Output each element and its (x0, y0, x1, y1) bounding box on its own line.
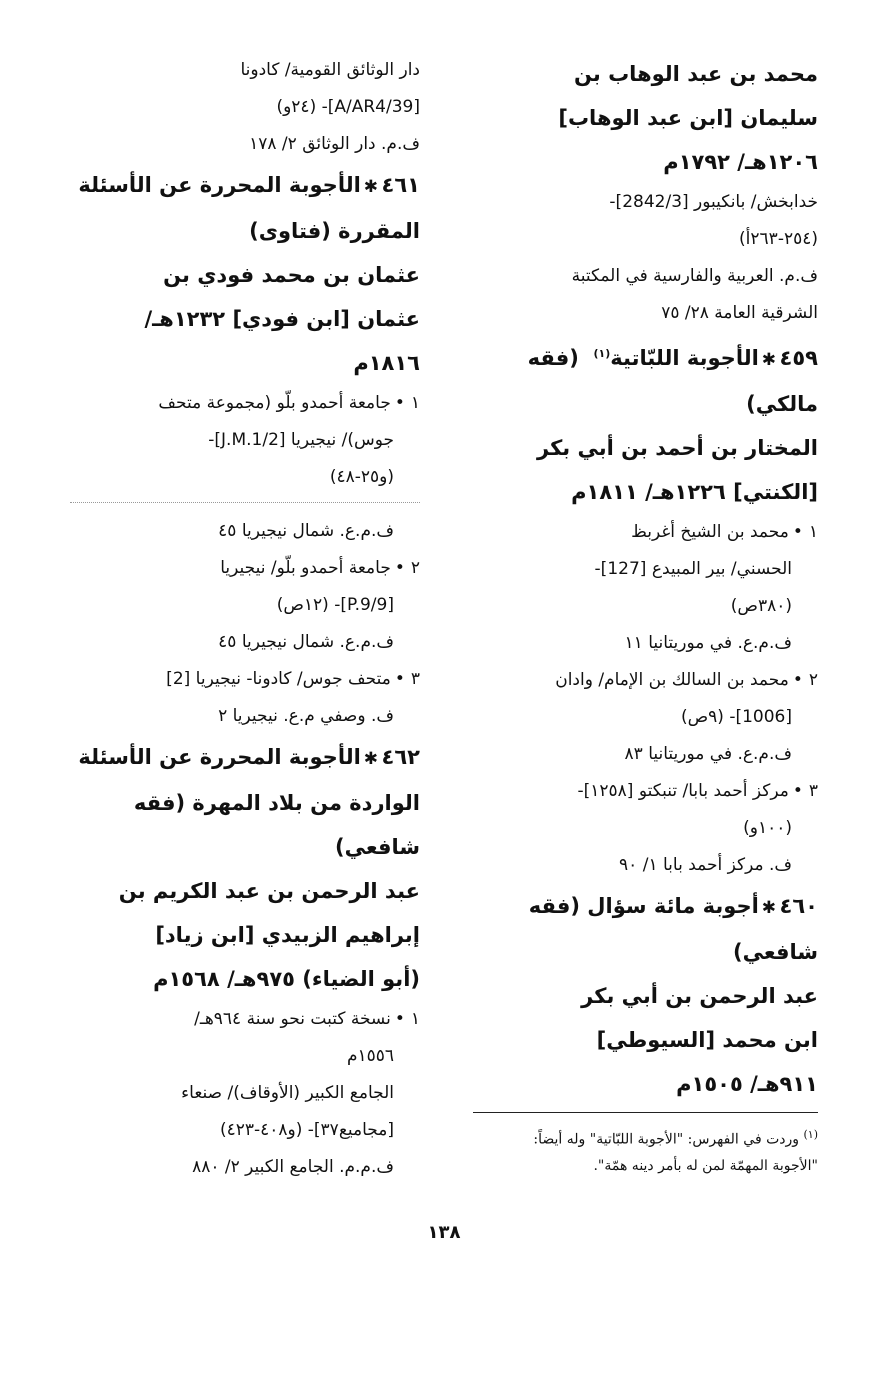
entry-title: الواردة من بلاد المهرة (فقه (133, 791, 420, 815)
entry-462-author-dates: (أبو الضياء) ٩٧٥هـ/ ١٥٦٨م (153, 967, 420, 991)
item-text: [P.9/9]- (١٢ص) (276, 595, 394, 615)
catalog-reference: ف.م. دار الوثائق ٢/ ١٧٨ (249, 134, 420, 154)
manuscript-item (473, 514, 818, 551)
entry-title: الأجوبة المحررة عن الأسئلة (78, 173, 361, 197)
entry-459-author-dates: [الكنتي] ١٢٢٦هـ/ ١٨١١م (571, 480, 818, 504)
item-folios: (٣٨٠ص) (730, 596, 792, 616)
manuscript-item (473, 662, 818, 699)
right-column (473, 52, 818, 1106)
manuscript-item (70, 661, 420, 698)
item-text: محمد بن الشيخ أغربظ (631, 522, 789, 542)
entry-461-author-line: عثمان بن محمد فودي بن (163, 263, 420, 287)
entry-title: المقررة (فتاوى) (249, 219, 420, 243)
entry-number: ٤٥٩ (779, 346, 818, 370)
manuscript-location: دار الوثائق القومية/ كادونا (240, 60, 420, 80)
entry-460-author-line: ابن محمد [السيوطي] (596, 1028, 818, 1052)
item-text: نسخة كتبت نحو سنة ٩٦٤هـ/ (194, 1009, 391, 1029)
item-text: متحف جوس/ كادونا- نيجيريا [2] (166, 669, 391, 689)
item-text: جامعة أحمدو بلّو (مجموعة متحف (158, 393, 391, 413)
manuscript-item (70, 385, 420, 422)
separator (70, 502, 420, 503)
entry-title: الأجوبة المحررة عن الأسئلة (78, 745, 361, 769)
entry-460-heading (473, 884, 818, 930)
item-number: ١ (410, 393, 420, 413)
catalog-reference: الشرقية العامة ٢٨/ ٧٥ (661, 303, 818, 323)
catalog-reference: ف.م.ع. في موريتانيا ١١ (624, 633, 792, 653)
entry-subject: شافعي) (335, 835, 420, 859)
catalog-reference: ف. مركز أحمد بابا ١/ ٩٠ (619, 855, 792, 875)
item-text: ١٥٥٦م (346, 1046, 394, 1066)
manuscript-item (473, 773, 818, 810)
catalog-reference: ف.م.ع. شمال نيجيريا ٤٥ (218, 632, 394, 652)
bullet-icon: • (394, 558, 405, 578)
entry-461-author-line: عثمان [ابن فودي] ١٢٣٢هـ/ (144, 307, 420, 331)
footnote-marker: (١) (803, 1128, 818, 1141)
entry-460-author-line: عبد الرحمن بن أبي بكر (581, 984, 818, 1008)
manuscript-location: الجامع الكبير (الأوقاف)/ صنعاء (181, 1083, 394, 1103)
entry-460-author-dates: ٩١١هـ/ ١٥٠٥م (676, 1072, 818, 1096)
bullet-icon: • (394, 393, 405, 413)
item-folios: (١٠٠و) (743, 818, 792, 838)
left-column (70, 52, 420, 1186)
entry-459-author-dates: ١٢٠٦هـ/ ١٧٩٢م (663, 150, 818, 174)
footnote-line (468, 1122, 818, 1153)
manuscript-item (70, 1001, 420, 1038)
item-text: محمد بن السالك بن الإمام/ وادان (555, 670, 789, 690)
entry-title: أجوبة مائة سؤال (فقه (528, 894, 759, 918)
item-text: جوس)/ نيجيريا [J.M.1/2]- (208, 430, 394, 450)
entry-subject: (فقه (527, 346, 579, 370)
manuscript-folios: [A/AR4/39]- (٢٤و) (276, 97, 420, 117)
item-number: ١ (410, 1009, 420, 1029)
manuscript-folios: [مجاميع٣٧]- (و٤٠٨-٤٢٣) (219, 1120, 394, 1140)
item-number: ٢ (410, 558, 420, 578)
entry-459-heading (473, 332, 818, 382)
footnote-marker: (١) (593, 347, 611, 360)
bullet-icon: • (792, 781, 803, 801)
entry-462-author-line: إبراهيم الزبيدي [ابن زياد] (155, 923, 420, 947)
entry-462-heading (70, 735, 420, 781)
catalog-reference: ف.م.ع. في موريتانيا ٨٣ (624, 744, 792, 764)
entry-number: ٤٦٠ (779, 894, 818, 918)
item-number: ٣ (410, 669, 420, 689)
item-number: ١ (808, 522, 818, 542)
entry-461-author-dates: ١٨١٦م (353, 351, 420, 375)
manuscript-location: خدابخش/ بانكيبور [2842/3]- (609, 192, 818, 212)
page-number: ١٣٨ (427, 1222, 461, 1243)
entry-title: الأجوبة اللبّاتية (610, 346, 759, 370)
entry-459-author-line: سليمان [ابن عبد الوهاب] (558, 106, 818, 130)
entry-subject: شافعي) (733, 940, 818, 964)
entry-462-author-line: عبد الرحمن بن عبد الكريم بن (118, 879, 420, 903)
entry-number: ٤٦٢ (381, 745, 420, 769)
item-folios: (و٢٥-٤٨) (329, 467, 394, 487)
entry-subject: مالكي) (746, 392, 818, 416)
entry-461-heading (70, 163, 420, 209)
entry-number: ٤٦١ (381, 173, 420, 197)
item-text: جامعة أحمدو بلّو/ نيجيريا (220, 558, 391, 578)
bullet-icon: • (792, 670, 803, 690)
footnote-text: وردت في الفهرس: "الأجوبة اللبّاتية" وله أيضاً: (533, 1131, 800, 1148)
asterisk-icon: ✱ (761, 898, 777, 918)
bullet-icon: • (394, 1009, 405, 1029)
asterisk-icon: ✱ (363, 749, 379, 769)
item-text: مركز أحمد بابا/ تنبكتو [١٢٥٨]- (577, 781, 789, 801)
asterisk-icon: ✱ (363, 177, 379, 197)
item-text: الحسني/ بير المبيدع [127]- (594, 559, 792, 579)
asterisk-icon: ✱ (761, 350, 777, 370)
item-number: ٢ (808, 670, 818, 690)
entry-459-author-line: المختار بن أحمد بن أبي بكر (537, 436, 818, 460)
bullet-icon: • (394, 669, 405, 689)
footnote (468, 1122, 818, 1179)
footnote-text: "الأجوبة المهمّة لمن له بأمر دينه همّة". (593, 1157, 818, 1174)
catalog-reference: ف.م.ع. شمال نيجيريا ٤٥ (218, 521, 394, 541)
manuscript-item (70, 550, 420, 587)
item-number: ٣ (808, 781, 818, 801)
catalog-reference: ف.م.م. الجامع الكبير ٢/ ٨٨٠ (192, 1157, 394, 1177)
catalog-reference: ف. وصفي م.ع. نيجيريا ٢ (218, 706, 394, 726)
bullet-icon: • (792, 522, 803, 542)
item-text: [1006]- (٩ص) (680, 707, 792, 727)
footnote-divider (473, 1112, 818, 1113)
manuscript-folios: (٢٥٤-٢٦٣أ) (739, 229, 818, 249)
entry-459-author-line: محمد بن عبد الوهاب بن (573, 62, 818, 86)
catalog-reference: ف.م. العربية والفارسية في المكتبة (571, 266, 818, 286)
